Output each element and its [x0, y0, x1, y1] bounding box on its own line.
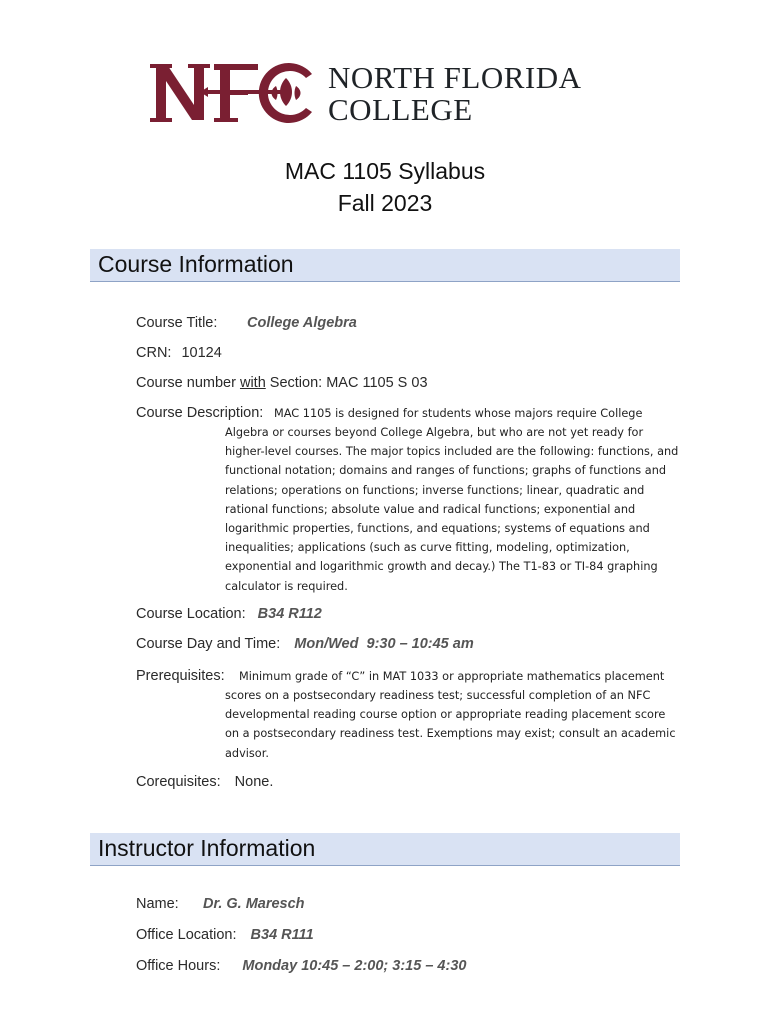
course-location-label: Course Location: [136, 606, 246, 622]
course-description-first-line: MAC 1105 is designed for students whose majors require College [274, 407, 643, 420]
instructor-name-label: Name: [136, 896, 179, 912]
college-name-line2: COLLEGE [328, 92, 473, 127]
course-title-row [136, 315, 357, 331]
instructor-name-value: Dr. G. Maresch [203, 896, 305, 912]
prerequisites-first-line: Minimum grade of “C” in MAT 1033 or appropriate mathematics placement [239, 670, 665, 683]
instructor-information-heading [90, 833, 680, 866]
corequisites-label: Corequisites: [136, 774, 221, 790]
crn-value: 10124 [181, 345, 222, 361]
prerequisites-body: scores on a postsecondary readiness test; successful completion of an NFC developmental reading course option or appropriate reading placement score on a postsecondary readiness test. Exemptions may exist; consult an academic advisor. [225, 689, 676, 760]
office-location-value: B34 R111 [250, 927, 314, 943]
office-hours-label: Office Hours: [136, 958, 221, 974]
instructor-information-heading-text: Instructor Information [98, 835, 316, 861]
course-location-value: B34 R112 [257, 606, 322, 622]
nfc-logo-mark-icon [150, 60, 320, 126]
office-hours-value: Monday 10:45 – 2:00; 3:15 – 4:30 [242, 958, 467, 974]
crn-row [136, 345, 222, 361]
term-title: Fall 2023 [337, 190, 433, 216]
corequisites-row [136, 774, 273, 790]
course-number-label-underlined: with [239, 375, 266, 391]
corequisites-value: None. [234, 774, 274, 790]
course-title-value: College Algebra [247, 315, 357, 331]
course-information-heading [90, 249, 680, 282]
office-hours-row [136, 958, 466, 974]
course-daytime-label: Course Day and Time: [136, 636, 281, 652]
course-information-heading-text: Course Information [98, 251, 294, 277]
college-logo [150, 60, 630, 130]
crn-label: CRN: [136, 345, 172, 361]
course-description-body: Algebra or courses beyond College Algebra, but who are not yet ready for higher-level courses. The major topics included are the following: functions, and functional notation; domains and ranges of functions; graphs of functions and relations; operations on functions; inverse functions; linear, quadratic and rational functions; absolute value and radical functions; exponential and logarithmic properties, functions, and equations; systems of equations and inequalities; applications (such as curve fitting, modeling, optimization, exponential and logarithmic growth and decay.) The T1-83 or TI-84 graphing calculator is required. [225, 426, 679, 593]
syllabus-title: MAC 1105 Syllabus [284, 158, 486, 184]
course-daytime-row [136, 636, 474, 652]
course-description-label: Course Description: [136, 405, 264, 421]
course-title-label: Course Title: [136, 315, 218, 331]
office-location-label: Office Location: [136, 927, 237, 943]
course-location-row [136, 606, 322, 622]
college-name-line1: NORTH FLORIDA [328, 60, 582, 95]
course-number-label-pre: Course number [136, 375, 240, 391]
course-number-row [136, 375, 428, 391]
college-name [328, 62, 582, 126]
course-number-label-post: Section: [265, 375, 323, 391]
instructor-name-row [136, 896, 305, 912]
prerequisites-label: Prerequisites: [136, 668, 225, 684]
course-number-value: MAC 1105 S 03 [326, 375, 428, 391]
course-daytime-value: Mon/Wed 9:30 – 10:45 am [294, 636, 474, 652]
office-location-row [136, 927, 314, 943]
